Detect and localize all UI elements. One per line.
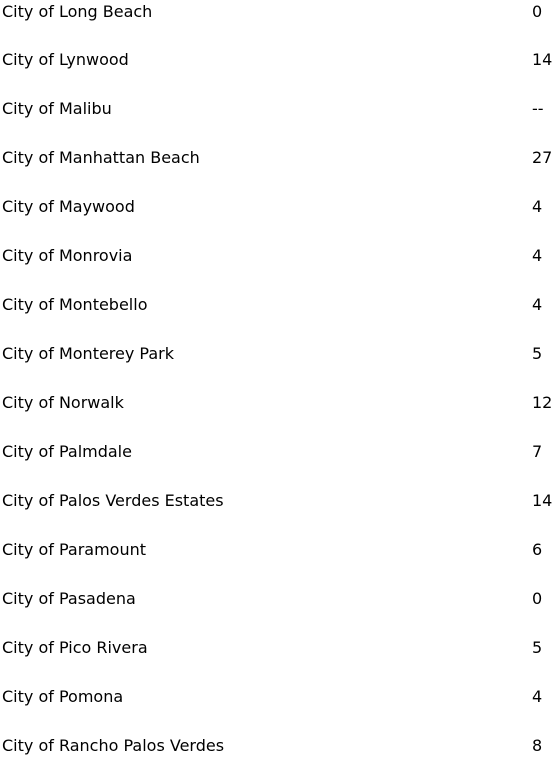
city-value: 4: [532, 197, 543, 216]
city-name: City of Malibu: [2, 99, 112, 118]
city-name: City of Monterey Park: [2, 344, 175, 363]
table-row: [0, 48, 556, 72]
table-row: [0, 440, 556, 464]
city-name: City of Manhattan Beach: [2, 148, 200, 167]
city-name: City of Palmdale: [2, 442, 132, 461]
city-value: 0: [532, 589, 543, 608]
table-row: [0, 734, 556, 758]
city-name: City of Paramount: [2, 540, 146, 559]
city-name: City of Rancho Palos Verdes: [2, 736, 225, 755]
city-value: 4: [532, 246, 543, 265]
city-name: City of Pasadena: [2, 589, 136, 608]
city-value: 5: [532, 638, 543, 657]
table-row: [0, 685, 556, 709]
table-row: [0, 146, 556, 170]
table-row: [0, 489, 556, 513]
city-value: 6: [532, 540, 543, 559]
city-name: City of Lynwood: [2, 50, 129, 69]
city-value: 4: [532, 687, 543, 706]
table-row: [0, 391, 556, 415]
city-name: City of Palos Verdes Estates: [2, 491, 224, 510]
table-row: [0, 244, 556, 268]
city-value: 14: [532, 491, 553, 510]
table-row: [0, 293, 556, 317]
city-value: 7: [532, 442, 543, 461]
city-name: City of Pomona: [2, 687, 124, 706]
city-name: City of Monrovia: [2, 246, 133, 265]
city-value: 8: [532, 736, 543, 755]
city-value: 5: [532, 344, 543, 363]
city-name: City of Long Beach: [2, 2, 153, 21]
city-name: City of Pico Rivera: [2, 638, 148, 657]
table-row: [0, 97, 556, 121]
table-row: [0, 0, 556, 24]
city-value: --: [532, 99, 544, 118]
city-name: City of Montebello: [2, 295, 148, 314]
city-name: City of Maywood: [2, 197, 135, 216]
city-value: 27: [532, 148, 553, 167]
city-value: 14: [532, 50, 553, 69]
table-row: [0, 195, 556, 219]
table-row: [0, 538, 556, 562]
city-value: 0: [532, 2, 543, 21]
city-value: 12: [532, 393, 553, 412]
table-row: [0, 342, 556, 366]
city-value: 4: [532, 295, 543, 314]
table-row: [0, 587, 556, 611]
city-name: City of Norwalk: [2, 393, 124, 412]
table-row: [0, 636, 556, 660]
